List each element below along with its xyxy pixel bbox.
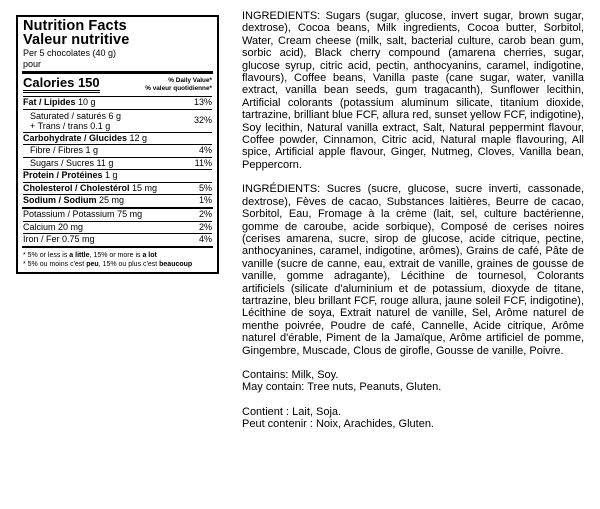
nft-title-en: Nutrition Facts <box>23 18 127 34</box>
calories-value: Calories 150 <box>23 76 100 93</box>
ingredients-panel <box>242 10 584 443</box>
serving-size-fr: pour <box>23 59 42 69</box>
nft-title-fr: Valeur nutritive <box>23 32 130 48</box>
daily-value-header: % Daily Value* % valeur quotidienne* <box>145 77 212 92</box>
nutrition-facts-table <box>16 15 219 274</box>
footnote-en: * 5% or less is a little, 15% or more is a lot <box>23 251 157 259</box>
contains-line-en: Contains: Milk, Soy. <box>242 368 339 381</box>
dv-cholesterol: 5% <box>198 182 212 193</box>
may-contain-line-en: May contain: Tree nuts, Peanuts, Gluten. <box>242 381 442 394</box>
daily-value-footnote <box>23 248 212 269</box>
nutrient-row-saturated-trans: Saturated / saturés 6 g + Trans / trans 0.1 g 32% <box>23 110 212 133</box>
nutrient-row-iron: Iron / Fer 0.75 mg 4% <box>23 234 212 244</box>
ingredients-list-fr: INGRÉDIENTS: Sucres (sucre, glucose, sucre inverti, cassonade, dextrose), Fèves de cacao, Substances laitières, Beurre de cacao, Sorbitol, Eau, Fromage à la crème (lait, sel, culture bactérienne, gomme de caroube, acide sorbique), Composé de cerises noires (cerises amarena, sucre, sirop de glucose, acide citrique, pectine, anthocyanines, caramel, indigotine, arômes), Grains de café, Pâte de vanille (sucre de canne, eau, extrait de vanille, graines de gousse de vanille, gomme adragante), Lécithine de tournesol, Colorants artificiels (silicate d'aluminium et de potassium, dioxyde de titane, tartrazine, bleu brillant FCF, rouge allura, jaune soleil FCF, indigotine), Lécithine de soya, Extrait naturel de vanille, Sel, Arôme naturel de menthe poivrée, Poudre de café, Cannelle, Acide citrique, Arôme naturel d'érable, Piment de la Jamaïque, Arôme artificiel de pomme, Gingembre, Muscade, Clous de girofle, Gousse de vanille, Poivre. <box>242 183 584 357</box>
nutrient-row-potassium: Potassium / Potassium 75 mg 2% <box>23 209 212 222</box>
dv-sugars: 11% <box>194 157 212 168</box>
serving-size-en: Per 5 chocolates (40 g) <box>23 48 117 58</box>
dv-saturated-trans: 32% <box>193 114 212 125</box>
nutrient-row-protein: Protein / Protéines 1 g <box>23 170 212 183</box>
calories-row <box>23 74 212 96</box>
ingredients-list-en: INGREDIENTS: Sugars (sugar, glucose, invert sugar, brown sugar, dextrose), Cocoa beans, Milk ingredients, Cocoa butter, Sorbitol, Water, Cream cheese (milk, salt, bacterial culture, carob bean gum, sorbic acid), Black cherry compound (amarena cherries, sugar, glucose syrup, citric acid, pectin, anthocyanins, caramel, indigotine, flavours), Coffee beans, Vanilla paste (cane sugar, water, vanilla extract, vanilla bean seeds, gum tragacanth), Sunflower lecithin, Artificial colorants (potassium aluminum silicate, titanium dioxide, tartrazine, brilliant blue FCF, allura red, sunset yellow FCF, indigotine), Soy lecithin, Natural vanilla extract, Salt, Natural peppermint flavour, Coffee powder, Cinnamon, Citric acid, Natural maple flavouring, All spice, Artificial apple flavour, Ginger, Nutmeg, Cloves, Vanilla bean, Peppercorn. <box>242 10 584 171</box>
dv-calcium: 2% <box>198 221 212 232</box>
nutrient-row-cholesterol: Cholesterol / Cholestérol 15 mg 5% <box>23 183 212 196</box>
nutrient-row-carbohydrate: Carbohydrate / Glucides 12 g <box>23 133 212 146</box>
dv-iron: 4% <box>198 234 212 244</box>
nutrient-row-sodium: Sodium / Sodium 25 mg 1% <box>23 195 212 205</box>
may-contain-line-fr: Peut contenir : Noix, Arachides, Gluten. <box>242 418 434 431</box>
dv-potassium: 2% <box>198 209 212 219</box>
footnote-fr: * 5% ou moins c'est peu, 15% ou plus c'est beaucoup <box>23 260 193 268</box>
dv-fat: 13% <box>193 97 212 107</box>
nutrient-row-sugars: Sugars / Sucres 11 g 11% <box>23 158 212 171</box>
contains-line-fr: Contient : Lait, Soja. <box>242 405 342 418</box>
nutrient-row-calcium: Calcium 20 mg 2% <box>23 222 212 235</box>
nutrient-row-fat: Fat / Lipides 10 g 13% <box>23 97 212 110</box>
nutrient-row-fibre: Fibre / Fibres 1 g 4% <box>23 145 212 158</box>
dv-fibre: 4% <box>198 145 212 155</box>
dv-sodium: 1% <box>198 195 212 205</box>
